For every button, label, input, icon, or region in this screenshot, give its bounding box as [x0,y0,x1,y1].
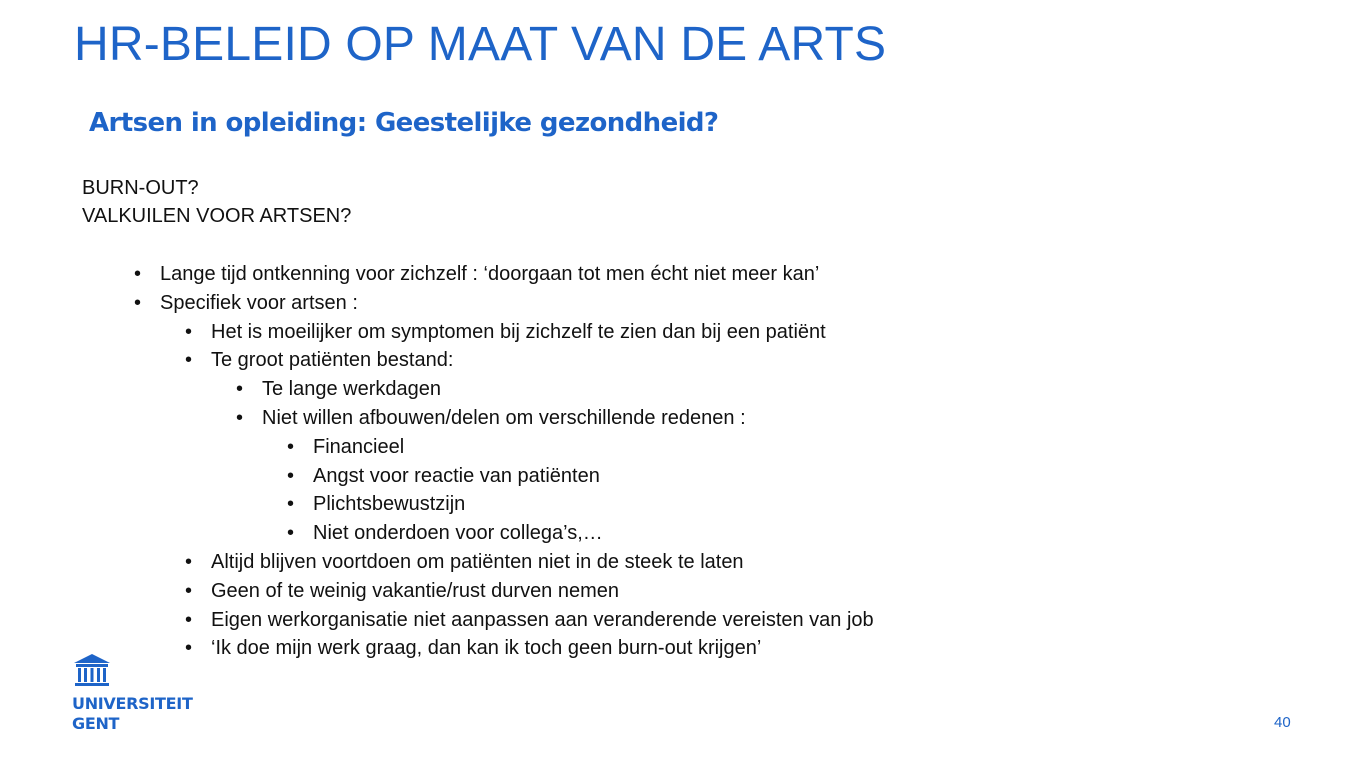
bullet-marker: • [287,464,295,487]
bullet-marker: • [287,435,295,458]
bullet-item-level-1 [134,260,819,288]
logo-line-gent: GENT [72,714,120,733]
bullet-marker: • [134,263,142,285]
bullet-item-level-2 [185,318,826,346]
bullet-marker: • [185,608,193,631]
bullet-text: ‘Ik doe mijn werk graag, dan kan ik toch geen burn-out krijgen’ [211,637,762,660]
bullet-marker: • [236,407,244,429]
heading-valkuilen: VALKUILEN VOOR ARTSEN? [82,205,352,227]
bullet-text: Niet willen afbouwen/delen om verschillende redenen : [262,407,746,429]
heading-burnout: BURN-OUT? [82,177,199,199]
bullet-item-level-2 [185,548,744,576]
bullet-marker: • [185,579,193,602]
bullet-item-level-1 [134,289,358,317]
bullet-item-level-2 [185,606,874,634]
bullet-item-level-4 [287,490,465,518]
bullet-marker: • [134,291,142,314]
slide-title: HR-BELEID OP MAAT VAN DE ARTS [74,18,887,71]
bullet-text: Te lange werkdagen [262,378,442,401]
bullet-text: Te groot patiënten bestand: [211,349,454,372]
bullet-text: Angst voor reactie van patiënten [313,464,600,487]
page-number: 40 [1274,714,1291,731]
bullet-marker: • [236,378,244,401]
bullet-item-level-3 [236,404,746,432]
building-columns-icon [72,652,112,688]
bullet-marker: • [287,522,295,545]
bullet-marker: • [185,551,193,573]
university-logo [72,652,193,734]
bullet-marker: • [287,493,295,516]
bullet-item-level-2 [185,577,619,605]
logo-line-universiteit: UNIVERSITEIT [72,694,193,713]
bullet-item-level-2 [185,346,453,374]
bullet-text: Plichtsbewustzijn [313,493,466,516]
bullet-marker: • [185,349,193,372]
bullet-item-level-2 [185,634,761,662]
bullet-text: Altijd blijven voortdoen om patiënten niet in de steek te laten [211,551,744,573]
bullet-text: Geen of te weinig vakantie/rust durven nemen [211,579,620,602]
bullet-item-level-4 [287,433,404,461]
bullet-text: Niet onderdoen voor collega’s,… [313,522,603,545]
slide-subtitle: Artsen in opleiding: Geestelijke gezondheid? [89,108,719,138]
bullet-text: Eigen werkorganisatie niet aanpassen aan veranderende vereisten van job [211,608,874,631]
bullet-text: Het is moeilijker om symptomen bij zichzelf te zien dan bij een patiënt [211,320,826,343]
bullet-text: Lange tijd ontkenning voor zichzelf : ‘doorgaan tot men écht niet meer kan’ [160,263,820,285]
bullet-marker: • [185,637,193,660]
bullet-item-level-3 [236,375,441,403]
bullet-item-level-4 [287,519,603,547]
bullet-text: Specifiek voor artsen : [160,291,358,314]
bullet-text: Financieel [313,435,405,458]
bullet-marker: • [185,320,193,343]
bullet-item-level-4 [287,462,600,490]
